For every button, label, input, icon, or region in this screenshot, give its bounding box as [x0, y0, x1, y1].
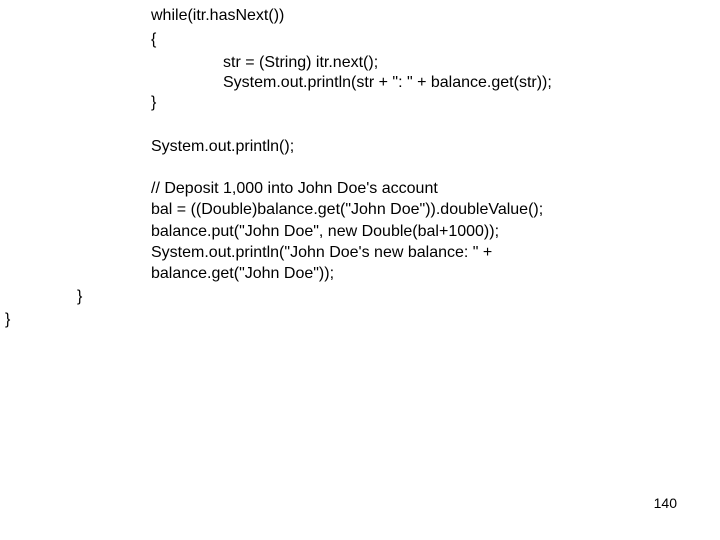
code-line-balance-put: balance.put("John Doe", new Double(bal+1000));: [151, 223, 500, 240]
code-line-print-new-balance-cont: balance.get("John Doe"));: [151, 265, 335, 282]
code-line-print-new-balance: System.out.println("John Doe's new balance: " +: [151, 244, 493, 261]
code-line-while: while(itr.hasNext()): [151, 7, 285, 24]
code-line-close-brace-method: }: [77, 288, 83, 305]
code-line-comment-deposit: // Deposit 1,000 into John Doe's account: [151, 180, 438, 197]
code-line-open-brace: {: [151, 31, 157, 48]
code-line-bal-assign: bal = ((Double)balance.get("John Doe")).doubleValue();: [151, 201, 544, 218]
code-line-close-brace-while: }: [151, 94, 157, 111]
code-line-close-brace-class: }: [5, 311, 11, 328]
code-line-print-empty: System.out.println();: [151, 138, 295, 155]
code-line-print-balance: System.out.println(str + ": " + balance.get(str));: [223, 74, 552, 91]
code-line-str-assign: str = (String) itr.next();: [223, 54, 379, 71]
page-number: 140: [653, 495, 677, 511]
